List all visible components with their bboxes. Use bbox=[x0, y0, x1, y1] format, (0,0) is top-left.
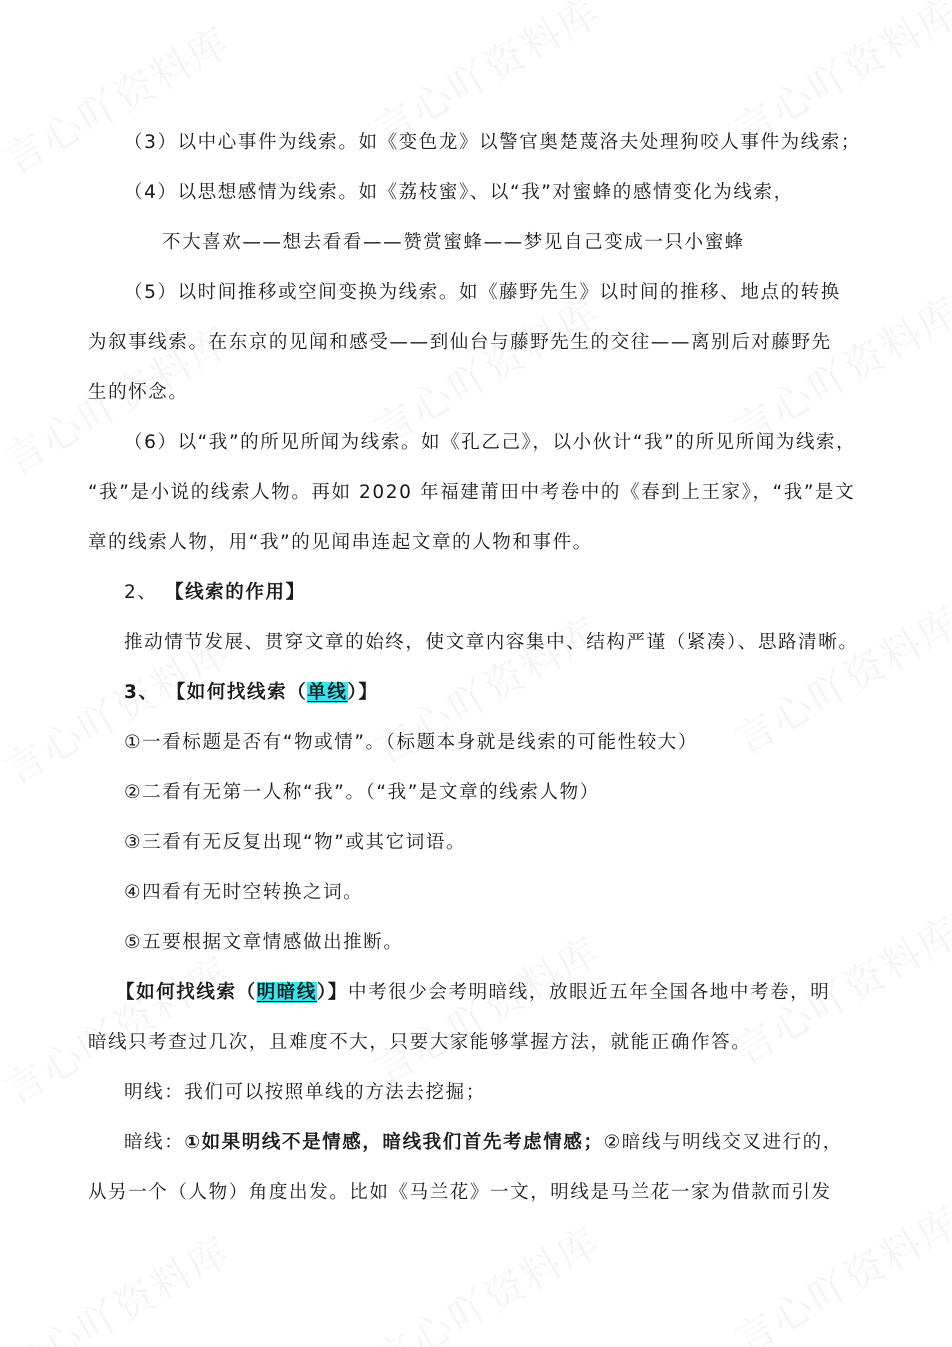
list-item: ④四看有无时空转换之词。 bbox=[124, 882, 364, 903]
highlighted-term: 单线 bbox=[307, 682, 348, 703]
paragraph-line: 暗线只考查过几次，且难度不大，只要大家能够掌握方法，就能正确作答。 bbox=[88, 1032, 752, 1053]
paragraph-line: 明线：我们可以按照单线的方法去挖掘； bbox=[124, 1082, 486, 1103]
section-number: 2、 bbox=[124, 582, 158, 603]
section-number: 3、 bbox=[124, 682, 159, 703]
section-heading-3 bbox=[88, 668, 868, 718]
paragraph-line: 生的怀念。 bbox=[88, 382, 189, 403]
list-item: ③三看有无反复出现“物”或其它词语。 bbox=[124, 832, 467, 853]
paragraph-line: （3）以中心事件为线索。如《变色龙》以警官奥楚蔑洛夫处理狗咬人事件为线索； bbox=[124, 132, 861, 153]
section-title-pre: 【如何找线索（ bbox=[166, 682, 308, 703]
paragraph-text: ②暗线与明线交叉进行的， bbox=[603, 1132, 843, 1153]
paragraph-line: “我”是小说的线索人物。再如 2020 年福建莆田中考卷中的《春到上王家》，“我”是文 bbox=[88, 482, 856, 503]
paragraph-line: 为叙事线索。在东京的见闻和感受——到仙台与藤野先生的交往——离别后对藤野先 bbox=[88, 332, 832, 353]
paragraph-line: （6）以“我”的所见所闻为线索。如《孔乙己》，以小伙计“我”的所见所闻为线索， bbox=[124, 432, 857, 453]
watermark bbox=[0, 1221, 239, 1347]
section-heading-4 bbox=[88, 968, 868, 1018]
dark-line-label: 暗线： bbox=[124, 1132, 185, 1153]
section-title-post: ）】 bbox=[347, 682, 379, 703]
list-item: ②二看有无第一人称“我”。（“我”是文章的线索人物） bbox=[124, 782, 600, 803]
paragraph-line: 从另一个（人物）角度出发。比如《马兰花》一文，明线是马兰花一家为借款而引发 bbox=[88, 1182, 832, 1203]
paragraph-line: （5）以时间推移或空间变换为线索。如《藤野先生》以时间的推移、地点的转换 bbox=[124, 282, 841, 303]
paragraph-line bbox=[88, 1118, 868, 1168]
highlighted-term: 明暗线 bbox=[256, 982, 318, 1003]
paragraph-line: 不大喜欢——想去看看——赞赏蜜蜂——梦见自己变成一只小蜜蜂 bbox=[162, 232, 745, 253]
emphasis-text: ①如果明线不是情感，暗线我们首先考虑情感； bbox=[184, 1132, 604, 1153]
document-body bbox=[88, 118, 868, 1218]
paragraph-line: 推动情节发展、贯穿文章的始终，使文章内容集中、结构严谨（紧凑）、思路清晰。 bbox=[124, 632, 859, 653]
section-title: 【线索的作用】 bbox=[164, 582, 306, 603]
section-heading-2 bbox=[88, 568, 868, 618]
list-item: ⑤五要根据文章情感做出推断。 bbox=[124, 932, 404, 953]
section-body: 中考很少会考明暗线，放眼近五年全国各地中考卷，明 bbox=[347, 982, 831, 1003]
list-item: ①一看标题是否有“物或情”。（标题本身就是线索的可能性较大） bbox=[124, 732, 699, 753]
watermark bbox=[363, 1211, 610, 1347]
paragraph-line: （4）以思想感情为线索。如《荔枝蜜》、以“我”对蜜蜂的感情变化为线索， bbox=[124, 182, 794, 203]
paragraph-line: 章的线索人物，用“我”的见闻串连起文章的人物和事件。 bbox=[88, 532, 593, 553]
section-title-post: ）】 bbox=[317, 982, 348, 1003]
section-title-pre: 【如何找线索（ bbox=[116, 982, 257, 1003]
